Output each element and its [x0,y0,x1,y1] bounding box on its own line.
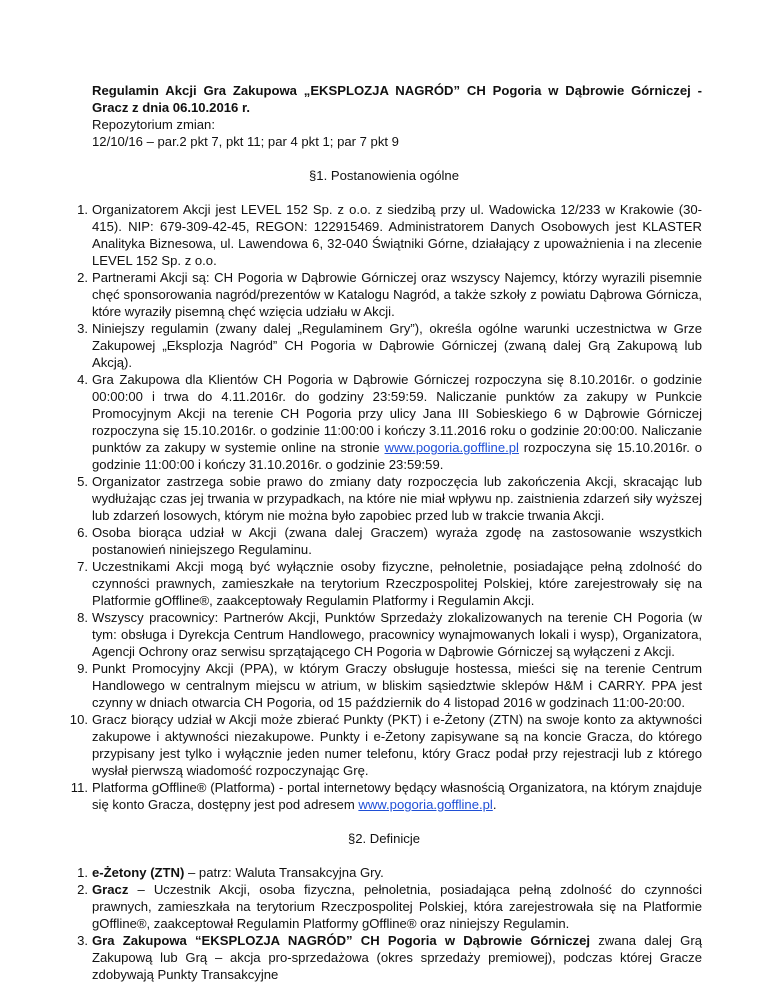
list-item: 7. Uczestnikami Akcji mogą być wyłącznie osoby fizyczne, pełnoletnie, posiadające pełną zdolność do czynności prawnych, zamieszkałe na terytorium Rzeczpospolitej Polskiej, które zarejestrowały się na Platformie gOffline®, zaakceptowały Regulamin Platformy i Regulamin Akcji. [77,559,702,608]
definition-term: Gra Zakupowa “EKSPLOZJA NAGRÓD” CH Pogoria w Dąbrowie Górniczej [92,933,591,948]
document-title [92,82,702,116]
list-item: 5. Organizator zastrzega sobie prawo do zmiany daty rozpoczęcia lub zakończenia Akcji, skracając lub wydłużając czas jej trwania w przypadkach, na które nie miał wpływu np. zaistnienia zdarzeń siły wyższej lub zdarzeń losowych, którym nie można było zapobiec przed lub w trakcie trwania Akcji. [77,474,702,523]
pogoria-goffline-link[interactable]: www.pogoria.goffline.pl [358,797,493,812]
title-part-2: 06.10.2016 r. [172,100,250,115]
list-item: 1. Organizatorem Akcji jest LEVEL 152 Sp. z o.o. z siedzibą przy ul. Wadowicka 12/233 w Krakowie (30-415). NIP: 679-309-42-45, REGON: 122915469. Administratorem Danych Osobowych jest KLASTER Analityka Biznesowa, ul. Lawendowa 6, 32-040 Świątniki Górne, działający z upoważnienia i na zlecenie LEVEL 152 Sp. z o.o. [77,202,702,268]
definition-term: e-Żetony (ZTN) [92,865,185,880]
section-1-list [69,201,702,813]
list-item: 11. Platforma gOffline® (Platforma) - portal internetowy będący własnością Organizatora, na którym znajduje się konto Gracza, dostępny jest pod adresem www.pogoria.goffline.pl. [70,780,702,812]
definition-item: 2. Gracz – Uczestnik Akcji, osoba fizyczna, pełnoletnia, posiadająca pełną zdolność do czynności prawnych, zamieszkała na terytorium Rzeczpospolitej Polskiej, która zarejestrowała się na Platformie gOffline®, zaakceptował Regulamin Platformy gOffline® oraz niniejszy Regulamin. [77,882,702,931]
list-item: 8. Wszyscy pracownicy: Partnerów Akcji, Punktów Sprzedaży zlokalizowanych na terenie CH Pogoria (w tym: obsługa i Dyrekcja Centrum Handlowego, pracownicy wynajmowanych lokali i wysp), Organizatora, Agencji Ochrony oraz serwisu sprzątającego CH Pogoria w Dąbrowie Górniczej są wyłączeni z Akcji. [77,610,702,659]
list-item: 9. Punkt Promocyjny Akcji (PPA), w którym Graczy obsługuje hostessa, mieści się na terenie Centrum Handlowego w centralnym miejscu w atrium, w bliskim sąsiedztwie sklepów H&M i CARRY. PPA jest czynny w dniach otwarcia CH Pogoria, od 15 październik do 4 listopad 2016 w godzinach 11:00-20:00. [77,661,702,710]
list-item: 2. Partnerami Akcji są: CH Pogoria w Dąbrowie Górniczej oraz wszyscy Najemcy, którzy wyrazili pisemnie chęć sponsorowania nagród/prezentów w Katalogu Nagród, a także szkoły z powiatu Dąbrowa Górnicza, które wyraziły pisemną chęć wzięcia udziału w Akcji. [77,270,702,319]
pogoria-goffline-link[interactable]: www.pogoria.goffline.pl [384,440,519,455]
title-part-1: Regulamin Akcji Gra Zakupowa „EKSPLOZJA NAGRÓD” CH Pogoria w Dąbrowie Górniczej - Gracz z dnia [92,83,702,115]
repository-changes: 12/10/16 – par.2 pkt 7, pkt 11; par 4 pkt 1; par 7 pkt 9 [92,134,399,149]
section-2-title: §2. Definicje [347,831,421,846]
section-1-title: §1. Postanowienia ogólne [309,168,459,183]
list-item: 10. Gracz biorący udział w Akcji może zbierać Punkty (PKT) i e-Żetony (ZTN) na swoje konto za aktywności zakupowe i aktywności niezakupowe. Punkty i e-Żetony zapisywane są na koncie Gracza, do którego przypisany jest tylko i wyłącznie jeden numer telefonu, który Gracz podał przy rejestracji lub z którego wysłał pierwszą wiadomość rozpoczynając Grę. [69,712,702,778]
definition-term: Gracz [92,882,129,897]
repository-label: Repozytorium zmian: [92,117,215,132]
list-item: 3. Niniejszy regulamin (zwany dalej „Regulaminem Gry”), określa ogólne warunki uczestnictwa w Grze Zakupowej „Eksplozja Nagród” CH Pogoria w Dąbrowie Górniczej (zwaną dalej Grą Zakupową lub Akcją). [77,321,702,370]
definition-item: 3. Gra Zakupowa “EKSPLOZJA NAGRÓD” CH Pogoria w Dąbrowie Górniczej zwana dalej Grą Zakupową lub Grą – akcja pro-sprzedażowa (okres sprzedaży premiowej), podczas której Gracze zdobywają Punkty Transakcyjne [77,933,702,982]
list-item: 6. Osoba biorąca udział w Akcji (zwana dalej Graczem) wyraża zgodę na zastosowanie wszystkich postanowień niniejszego Regulaminu. [77,525,702,557]
section-2-list [77,864,702,983]
definition-item: 1. e-Żetony (ZTN) – patrz: Waluta Transakcyjna Gry. [77,865,384,880]
list-item: 4. Gra Zakupowa dla Klientów CH Pogoria w Dąbrowie Górniczej rozpoczyna się 8.10.2016r. o godzinie 00:00:00 i trwa do 4.11.2016r. do godziny 23:59:59. Naliczanie punktów za zakupy w Punkcie Promocyjnym Akcji na terenie CH Pogoria przy ulicy Jana III Sobieskiego 6 w Dąbrowie Górniczej rozpoczyna się 15.10.2016r. o godzinie 11:00:00 i kończy 3.11.2016 roku o godzinie 20:00:00. Naliczanie punktów za zakupy w systemie online na stronie www.pogoria.goffline.pl rozpoczyna się 15.10.2016r. o godzinie 11:00:00 i kończy 31.10.2016r. o godzinie 23:59:59. [77,372,702,472]
document-header [92,82,702,150]
